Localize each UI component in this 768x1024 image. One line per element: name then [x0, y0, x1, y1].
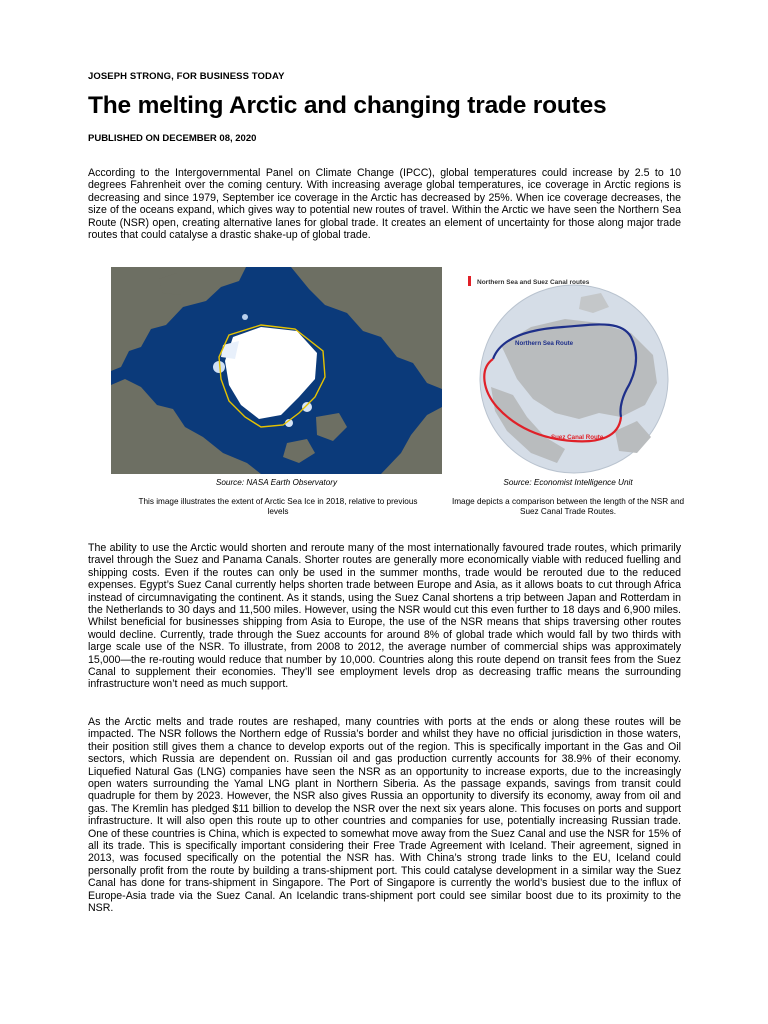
suez-label: Suez Canal Route [551, 434, 604, 441]
legend-marker [468, 276, 471, 286]
figure2-caption: Image depicts a comparison between the length of the NSR and Suez Canal Trade Routes. [451, 497, 685, 516]
article-byline: JOSEPH STRONG, FOR BUSINESS TODAY [88, 71, 285, 82]
map-title: Northern Sea and Suez Canal routes [477, 279, 590, 286]
paragraph-impacts: As the Arctic melts and trade routes are reshaped, many countries with ports at the ends or along these routes will be impacted. The NSR follows the Northern edge of Russia’s border and whilst they have no official jurisdiction in those waters, their position still gives them a chance to develop exports out of the region. This is specifically important in the Gas and Oil sectors, which Russia are dependent on. Russian oil and gas production currently accounts for 38.9% of their economy. Liquefied Natural Gas (LNG) companies have seen the NSR as an opportunity to increase exports, due to the increasingly open waters surrounding the Yamal LNG plant in Northern Siberia. As the passage expands, savings from transit could quadruple for them by 2023. However, the NSR also gives Russia an opportunity to diversify its economy, away from oil and gas. The Kremlin has pledged $11 billion to develop the NSR over the next six years alone. This focuses on ports and support infrastructure. It will also open this route up to other countries and companies for use, potentially increasing Russian trade. One of these countries is China, which is expected to somewhat move away from the Suez Canal and use the NSR for 15% of all its trade. This is specifically important considering their Free Trade Agreement with Iceland. Their agreement, signed in 2013, was focused specifically on the potential the NSR has. With China’s strong trade links to the EU, Iceland could personally profit from the route by building a trans-shipment port. This could catalyse development in a similar way the Suez Canal has done for trans-shipment in Singapore. The Port of Singapore is currently the world’s busiest due to the influx of Europe-Asia trade via the Suez Canal. An Icelandic trans-shipment port could see similar boost due to its proximity to the NSR. [88, 716, 681, 915]
arctic-sea-ice-image [111, 267, 442, 474]
publish-date: PUBLISHED ON DECEMBER 08, 2020 [88, 133, 257, 144]
article-title: The melting Arctic and changing trade routes [88, 92, 607, 119]
figure1-caption: This image illustrates the extent of Arctic Sea Ice in 2018, relative to previous levels [138, 497, 418, 516]
figure1-source: Source: NASA Earth Observatory [215, 478, 338, 487]
figure2-source: Source: Economist Intelligence Unit [503, 478, 633, 487]
paragraph-trade-routes: The ability to use the Arctic would shorten and reroute many of the most internationally favoured trade routes, which primarily travel through the Suez and Panama Canals. Shorter routes are generally more economically viable with reduced fuelling and shipping costs. Even if the routes can only be used in the summer months, trade would be rerouted due to the reduced expenses. Egypt’s Suez Canal currently helps shorten trade between Europe and Asia, as it allows boats to cut through Africa instead of circumnavigating the continent. As it stands, using the Suez Canal shortens a trip between Japan and Rotterdam in the Netherlands to 30 days and 11,500 miles. However, using the NSR would cut this even further to 18 days and 6,900 miles. Whilst beneficial for businesses shipping from Asia to Europe, the use of the NSR means that ships traversing other routes would decline. Currently, trade through the Suez accounts for around 8% of global trade which would fall by two thirds with large scale use of the NSR. To illustrate, from 2008 to 2012, the average number of commercial ships was approximately 15,000—the re-routing would reduce that number by 10,000. Countries along this route depend on transit fees from the Suez Canal to supplement their economies. They’ll see employment levels drop as decreasing traffic means the surrounding infrastructure won’t need as much support. [88, 542, 681, 691]
paragraph-intro: According to the Intergovernmental Panel on Climate Change (IPCC), global temperatures could increase by 2.5 to 10 degrees Fahrenheit over the coming century. With increasing average global temperatures, ice coverage in Arctic regions is decreasing and since 1979, September ice coverage in the Arctic has decreased by 25%. When ice coverage decreases, the size of the oceans expand, which gives way to potential new routes of travel. Within the Arctic we have seen the Northern Sea Route (NSR) open, creating alternative lanes for global trade. It creates an element of uncertainty for those along major trade routes that could catalyse a drastic shake-up of global trade. [88, 167, 681, 242]
nsr-label: Northern Sea Route [515, 340, 574, 347]
trade-routes-map [461, 267, 675, 474]
